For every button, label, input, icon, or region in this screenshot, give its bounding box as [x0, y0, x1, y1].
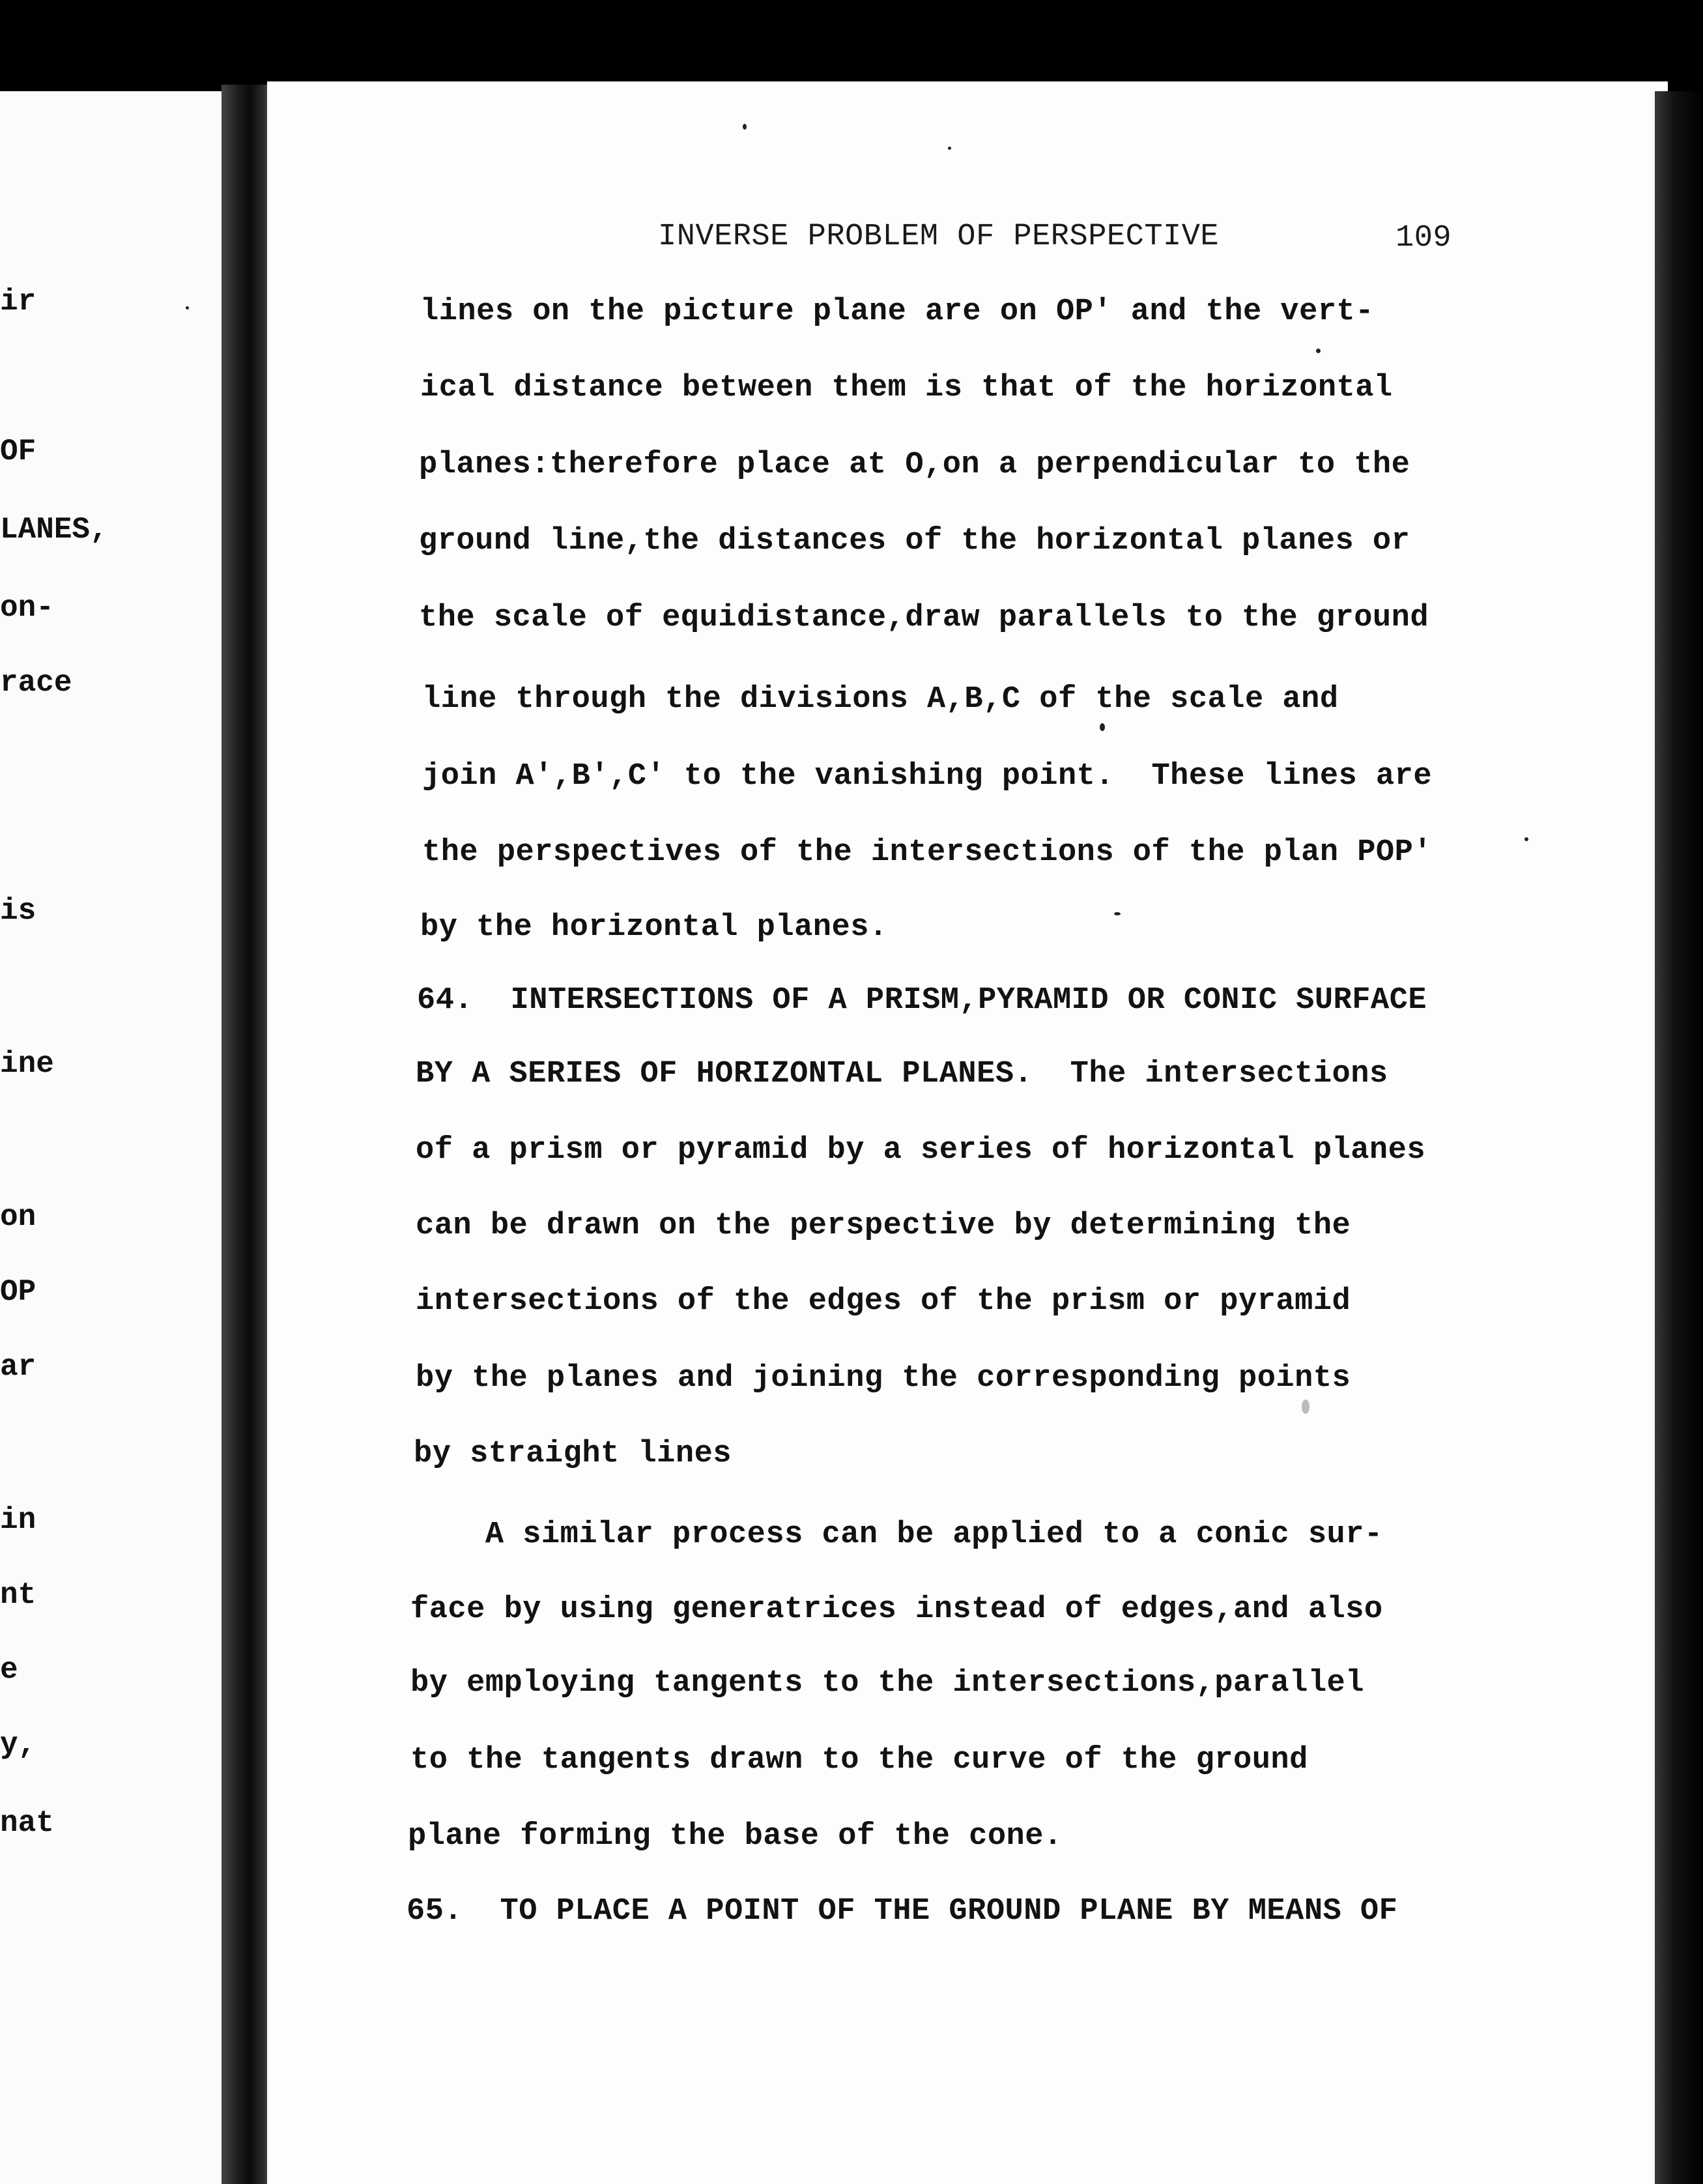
running-head: INVERSE PROBLEM OF PERSPECTIVE	[658, 220, 1220, 254]
text-line: can be drawn on the perspective by determining the	[416, 1209, 1351, 1243]
left-page-fragment: on	[0, 1200, 36, 1234]
text-line: planes:therefore place at O,on a perpendicular to the	[419, 448, 1410, 482]
left-page-fragment: OP	[0, 1275, 36, 1309]
left-page-fragment: is	[0, 894, 36, 928]
scan-speck	[1114, 912, 1121, 915]
text-line: lines on the picture plane are on OP′ and the vert-	[420, 295, 1374, 329]
left-page-fragment: LANES,	[0, 513, 108, 547]
left-page-fragment: ir	[0, 285, 36, 319]
text-line: face by using generatrices instead of edges,and also	[410, 1592, 1383, 1627]
text-line: by straight lines	[414, 1437, 732, 1471]
scan-speck	[1302, 1400, 1309, 1414]
left-page-fragment: on-	[0, 591, 54, 625]
text-line: to the tangents drawn to the curve of the ground	[410, 1743, 1308, 1777]
text-line: by the planes and joining the corresponding points	[416, 1361, 1351, 1396]
section-heading-65: 65. TO PLACE A POINT OF THE GROUND PLANE BY MEANS OF	[407, 1894, 1398, 1929]
text-line: the perspectives of the intersections of the plan POP′	[422, 835, 1433, 870]
left-page-fragment: y,	[0, 1728, 36, 1762]
left-page-fragment: ine	[0, 1047, 54, 1081]
left-page-fragment: race	[0, 666, 72, 700]
text-line: BY A SERIES OF HORIZONTAL PLANES. The intersections	[416, 1057, 1388, 1091]
text-line: by employing tangents to the intersections,parallel	[410, 1666, 1364, 1701]
page-edge-shadow	[1655, 91, 1703, 2184]
text-line: line through the divisions A,B,C of the scale and	[422, 682, 1339, 717]
text-line: plane forming the base of the cone.	[408, 1819, 1063, 1854]
left-page-fragment: OF	[0, 435, 36, 468]
page-number: 109	[1395, 221, 1452, 255]
scan-speck	[1316, 349, 1321, 353]
text-line: intersections of the edges of the prism or pyramid	[416, 1284, 1351, 1319]
left-page-fragment: in	[0, 1503, 36, 1537]
text-line: A similar process can be applied to a conic sur-	[410, 1517, 1383, 1552]
scan-speck	[948, 147, 951, 150]
left-page-fragment: ar	[0, 1350, 36, 1384]
text-line: the scale of equidistance,draw parallels to the ground	[419, 601, 1429, 635]
left-page-fragment: nt	[0, 1578, 36, 1612]
left-page-fragment: e	[0, 1653, 18, 1687]
left-page	[0, 91, 222, 2184]
book-gutter	[222, 85, 274, 2184]
scan-speck	[1524, 837, 1528, 841]
text-line: of a prism or pyramid by a series of horizontal planes	[416, 1133, 1426, 1168]
text-line: join A′,B′,C′ to the vanishing point. These lines are	[422, 759, 1433, 794]
section-heading-64: 64. INTERSECTIONS OF A PRISM,PYRAMID OR CONIC SURFACE	[417, 983, 1427, 1018]
text-line: ical distance between them is that of the horizontal	[420, 371, 1393, 405]
text-line: by the horizontal planes.	[420, 910, 888, 945]
scan-speck	[743, 124, 747, 130]
scan-speck	[186, 306, 189, 309]
left-page-fragment: nat	[0, 1806, 54, 1840]
scan-speck	[1100, 723, 1105, 731]
text-line: ground line,the distances of the horizontal planes or	[419, 524, 1410, 558]
